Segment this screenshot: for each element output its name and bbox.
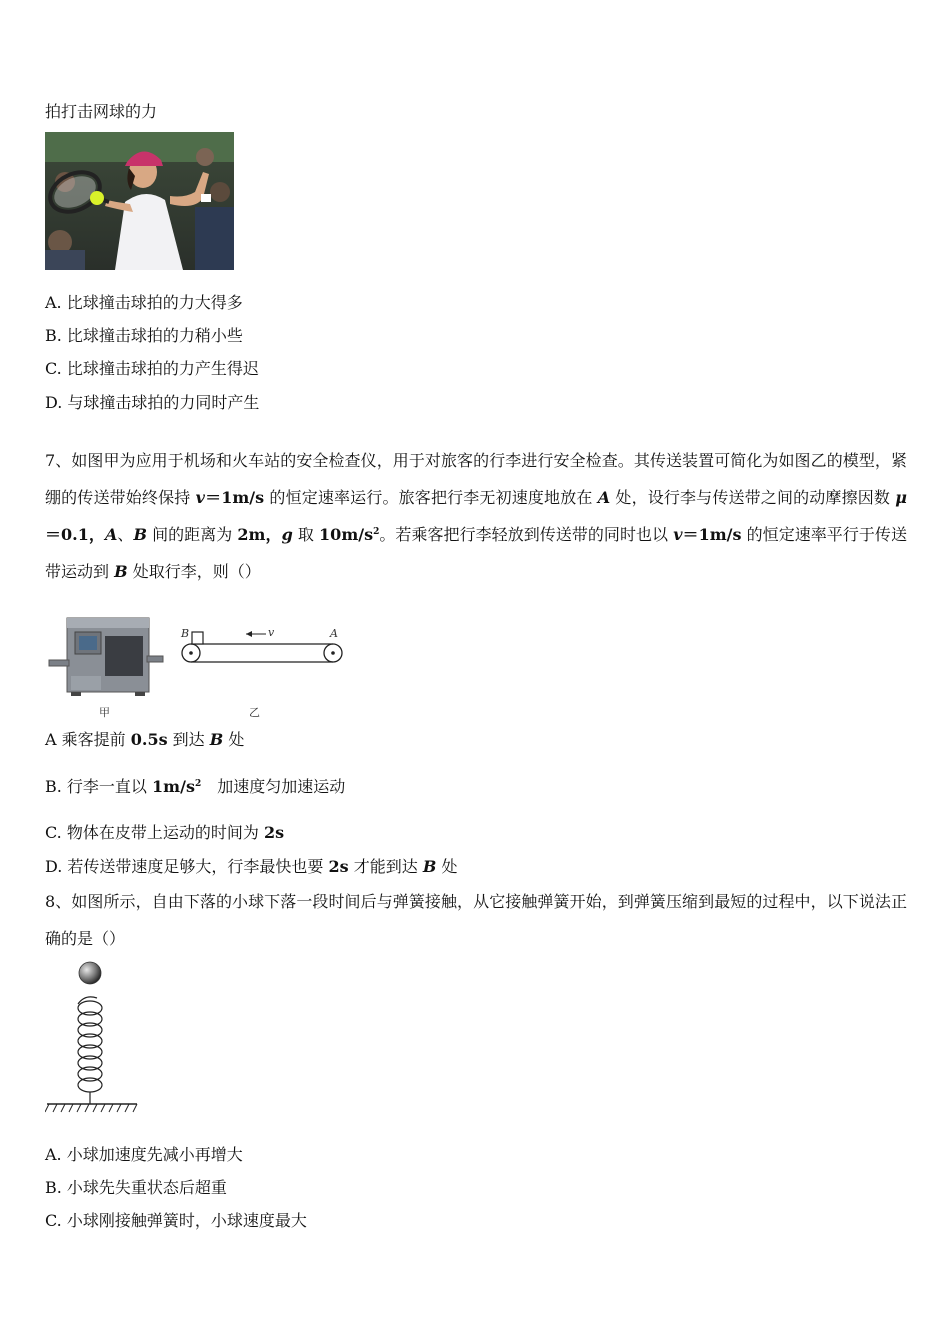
q7-text-5: 取 (292, 525, 320, 544)
q7-option-a (45, 730, 244, 750)
q7-text-4: 间的距离为 (146, 525, 238, 544)
q7-option-c-pre: C. 物体在皮带上运动的时间为 (45, 823, 264, 842)
q7-eq-1: ＝1m/s (204, 488, 265, 507)
q7-mu: μ (895, 488, 907, 507)
q7-sep: 、 (117, 525, 134, 544)
q7-option-d-pre: D. 若传送带速度足够大，行李最快也要 (45, 857, 329, 876)
q7-number: 7、 (45, 451, 72, 470)
conveyor-label-a: A (330, 627, 338, 640)
q7-option-a-mid: 到达 (167, 730, 210, 749)
q7-option-b-val: 1m/s (152, 777, 195, 796)
q7-distance: 2m， (237, 525, 282, 544)
q7-v-2: v (673, 525, 683, 544)
q7-eq-3: ＝1m/s (682, 525, 742, 544)
q7-point-a-1: A (597, 488, 611, 507)
q7-eq-2: ＝0.1， (45, 525, 105, 544)
q7-acc-exp: 2 (373, 527, 380, 537)
q7-text-1: 如图甲为应用于机场和火车站的安全检查仪，用于对旅客的行李进行安全检查。其传送装置可简化为如图乙的模型，紧绷的传送带始终保持 (45, 451, 907, 507)
q7-option-a-point: B (209, 730, 224, 749)
q7-option-b (45, 777, 345, 797)
q7-option-c (45, 823, 284, 843)
q7-point-b-1: B (133, 525, 147, 544)
q7-option-b-pre: B. 行李一直以 (45, 777, 153, 796)
q7-g: g (281, 525, 293, 544)
q8-option-b: B. 小球先失重状态后超重 (45, 1178, 227, 1197)
q8-option-c: C. 小球刚接触弹簧时，小球速度最大 (45, 1211, 307, 1230)
q7-text-7: 的恒定速率平行于传送带运动到 (45, 525, 907, 581)
q7-option-d-point: B (422, 857, 437, 876)
tennis-photo-illustration (45, 132, 234, 270)
q6-option-b: B. 比球撞击球拍的力稍小些 (45, 326, 243, 345)
q7-option-d (45, 857, 457, 877)
q6-option-d: D. 与球撞击球拍的力同时产生 (45, 393, 260, 412)
q7-text-2: 的恒定速率运行。旅客把行李无初速度地放在 (264, 488, 598, 507)
conveyor-belt-figure (178, 624, 344, 668)
tennis-player-photo (45, 132, 234, 270)
q7-option-b-post: 加速度匀加速运动 (201, 777, 346, 796)
figure-yi-caption: 乙 (249, 706, 260, 719)
figure-jia-caption: 甲 (99, 706, 110, 719)
q7-stem (45, 442, 907, 590)
q7-acc: 10m/s (319, 525, 374, 544)
q7-v-1: v (195, 488, 205, 507)
q7-text-6: 。若乘客把行李轻放到传送带的同时也以 (379, 525, 674, 544)
q7-text-8: 处取行李，则（） (127, 562, 261, 581)
q7-option-b-exp: 2 (194, 779, 202, 789)
q6-option-a: A. 比球撞击球拍的力大得多 (45, 293, 243, 312)
q7-option-a-pre: A 乘客提前 (45, 730, 131, 749)
q7-option-a-val: 0.5s (130, 730, 168, 749)
q8-option-a: A. 小球加速度先减小再增大 (45, 1145, 243, 1164)
security-scanner-figure (45, 612, 165, 696)
q7-option-d-val: 2s (328, 857, 349, 876)
q7-point-b-2: B (114, 562, 128, 581)
conveyor-label-b: B (181, 627, 190, 640)
q7-point-a-2: A (104, 525, 118, 544)
q7-option-d-post: 处 (436, 857, 458, 876)
q8-stem: 8、如图所示，自由下落的小球下落一段时间后与弹簧接触，从它接触弹簧开始，到弹簧压缩到最短的过程中，以下说法正确的是（） (45, 892, 907, 948)
ball-spring-figure (45, 958, 140, 1118)
q7-option-a-post: 处 (223, 730, 245, 749)
conveyor-label-v: v (268, 626, 275, 639)
q7-option-c-val: 2s (263, 823, 285, 842)
q6-option-c: C. 比球撞击球拍的力产生得迟 (45, 359, 259, 378)
q7-text-3: 处，设行李与传送带之间的动摩擦因数 (610, 488, 896, 507)
q7-option-d-mid: 才能到达 (348, 857, 423, 876)
q6-stem-tail: 拍打击网球的力 (45, 102, 158, 121)
